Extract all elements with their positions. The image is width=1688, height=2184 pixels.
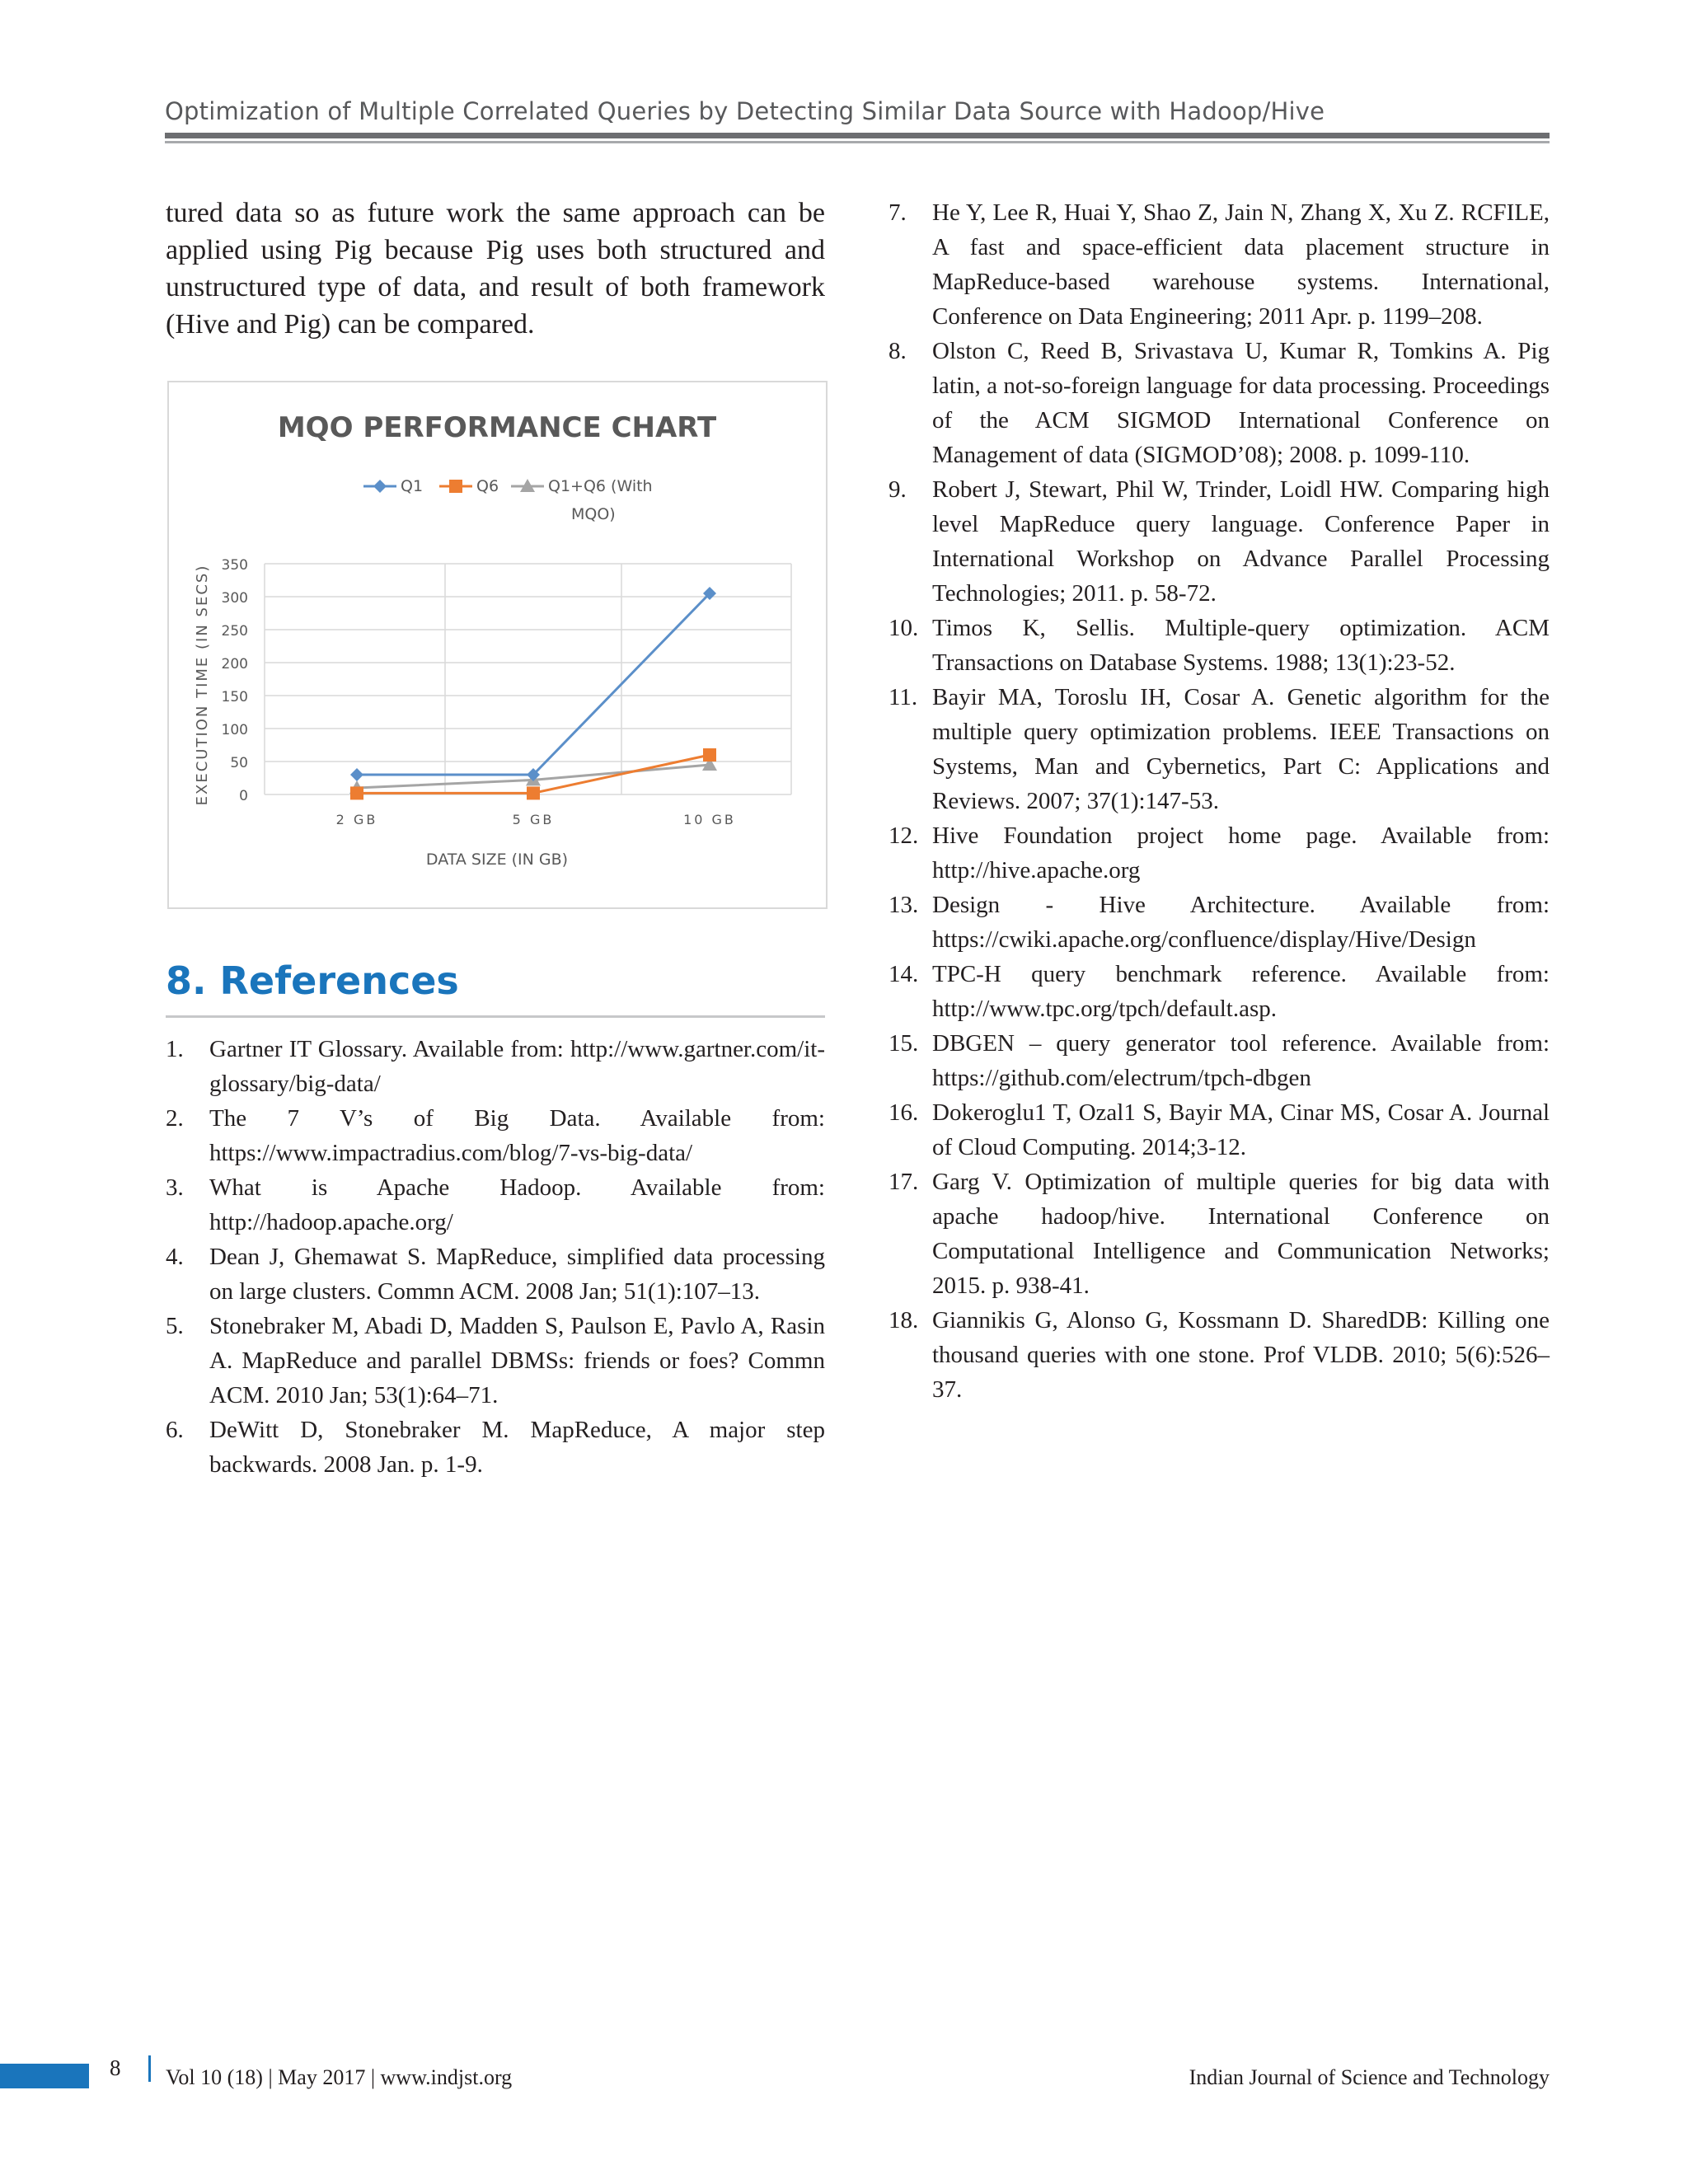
reference-text: Stonebraker M, Abadi D, Madden S, Paulson E, Pavlo A, Rasin A. MapReduce and parallel DBMSs: friends or foes? Commn ACM. 2010 Jan; 53(1):64–71. — [209, 1313, 825, 1408]
reference-number: 3. — [166, 1174, 184, 1201]
reference-number: 17. — [889, 1169, 919, 1195]
footer-journal-name: Indian Journal of Science and Technology — [1189, 2065, 1550, 2089]
chart-legend — [363, 477, 653, 523]
reference-text: Giannikis G, Alonso G, Kossmann D. SharedDB: Killing one thousand queries with one stone. Prof VLDB. 2010; 5(6):526–37. — [932, 1307, 1550, 1403]
x-tick-label: 2 GB — [335, 812, 378, 827]
page-number: 8 — [110, 2055, 121, 2080]
reference-number: 12. — [889, 823, 919, 849]
reference-text: Design - Hive Architecture. Available from: https://cwiki.apache.org/confluence/display/Hive/Design — [932, 892, 1550, 953]
reference-item — [889, 1165, 1550, 1303]
header-rule — [165, 133, 1550, 138]
reference-item — [889, 957, 1550, 1026]
reference-text: Bayir MA, Toroslu IH, Cosar A. Genetic algorithm for the multiple query optimization problems. IEEE Transactions on Systems, Man and Cybernetics, Part C: Applications and Reviews. 2007; 37(1):147-53. — [932, 684, 1550, 814]
reference-text: What is Apache Hadoop. Available from: http://hadoop.apache.org/ — [209, 1174, 825, 1235]
reference-item — [889, 1303, 1550, 1407]
reference-number: 7. — [889, 199, 907, 226]
reference-text: DeWitt D, Stonebraker M. MapReduce, A major step backwards. 2008 Jan. p. 1-9. — [209, 1417, 825, 1478]
reference-text: Robert J, Stewart, Phil W, Trinder, Loidl HW. Comparing high level MapReduce query language. Conference Paper in International Workshop on Advance Parallel Processing Technologies; 2011. p. 58-72. — [932, 476, 1550, 607]
series-line-q1 — [357, 593, 710, 775]
y-tick-label: 350 — [221, 557, 248, 574]
reference-item — [889, 680, 1550, 818]
data-point-square — [703, 748, 716, 762]
reference-number: 6. — [166, 1417, 184, 1443]
y-axis-label: EXECUTION TIME (IN SECS) — [194, 564, 211, 806]
reference-number: 8. — [889, 338, 907, 364]
reference-text: Hive Foundation project home page. Available from: http://hive.apache.org — [932, 823, 1550, 883]
reference-item — [166, 1170, 825, 1240]
reference-item — [889, 818, 1550, 888]
data-point-square — [527, 786, 540, 799]
reference-item — [889, 888, 1550, 957]
reference-item — [889, 611, 1550, 680]
reference-number: 14. — [889, 961, 919, 987]
footer-accent-bar — [0, 2064, 89, 2088]
reference-number: 15. — [889, 1030, 919, 1057]
footer-issue-info: Vol 10 (18) | May 2017 | www.indjst.org — [166, 2065, 513, 2089]
reference-text: Dokeroglu1 T, Ozal1 S, Bayir MA, Cinar MS, Cosar A. Journal of Cloud Computing. 2014;3-12. — [932, 1099, 1550, 1160]
reference-item — [166, 1032, 825, 1101]
reference-text: TPC-H query benchmark reference. Available from: http://www.tpc.org/tpch/default.asp. — [932, 961, 1550, 1022]
reference-item — [889, 334, 1550, 472]
intro-paragraph: tured data so as future work the same approach can be applied using Pig because Pig uses both structured and unstructured type of data, and result of both framework (Hive and Pig) can be compared. — [166, 198, 825, 340]
reference-text: Garg V. Optimization of multiple queries for big data with apache hadoop/hive. International Conference on Computational Intelligence and Communication Networks; 2015. p. 938-41. — [932, 1169, 1550, 1299]
y-tick-label: 200 — [221, 656, 248, 673]
chart-svg — [169, 382, 826, 907]
reference-item — [889, 1026, 1550, 1095]
reference-item — [166, 1413, 825, 1482]
mqo-performance-chart — [167, 381, 828, 909]
y-tick-label: 50 — [230, 755, 248, 771]
reference-text: Timos K, Sellis. Multiple-query optimization. ACM Transactions on Database Systems. 1988; 13(1):23-52. — [932, 615, 1550, 676]
left-column — [166, 194, 825, 343]
chart-series — [349, 587, 717, 799]
running-head: Optimization of Multiple Correlated Queries by Detecting Similar Data Source with Hadoop/Hive — [165, 97, 1325, 125]
data-point-square — [350, 786, 363, 799]
reference-item — [166, 1309, 825, 1413]
data-point-diamond — [350, 768, 363, 781]
legend-label: Q1 — [401, 477, 424, 495]
reference-item — [166, 1101, 825, 1170]
y-tick-label: 250 — [221, 623, 248, 640]
chart-title: MQO PERFORMANCE CHART — [277, 411, 717, 444]
y-axis-ticks — [222, 557, 248, 804]
reference-number: 9. — [889, 476, 907, 503]
reference-number: 13. — [889, 892, 919, 918]
legend-label: MQO) — [571, 505, 616, 523]
references-list-left — [166, 1032, 825, 1482]
reference-item — [889, 472, 1550, 611]
reference-number: 10. — [889, 615, 919, 641]
header-rule-thin — [165, 141, 1550, 143]
x-tick-label: 10 GB — [683, 812, 736, 827]
x-tick-label: 5 GB — [512, 812, 555, 827]
reference-number: 4. — [166, 1244, 184, 1270]
reference-text: Olston C, Reed B, Srivastava U, Kumar R, Tomkins A. Pig latin, a not-so-foreign language for data processing. Proceedings of the ACM SIGMOD International Conference on Management of data (SIGMOD’08); 2008. p. 1099-110. — [932, 338, 1550, 468]
data-point-diamond — [373, 480, 387, 493]
references-heading-rule — [166, 1015, 825, 1018]
x-axis-ticks — [336, 812, 736, 827]
reference-number: 11. — [889, 684, 918, 710]
footer-separator — [148, 2055, 151, 2082]
reference-number: 2. — [166, 1105, 184, 1132]
reference-text: The 7 V’s of Big Data. Available from: https://www.impactradius.com/blog/7-vs-big-data/ — [209, 1105, 825, 1166]
y-tick-label: 150 — [221, 689, 248, 705]
x-axis-label: DATA SIZE (IN GB) — [425, 851, 569, 869]
legend-label: Q1+Q6 (With — [548, 477, 653, 495]
reference-number: 18. — [889, 1307, 919, 1333]
legend-label: Q6 — [476, 477, 499, 495]
references-list-right — [889, 195, 1550, 1407]
reference-item — [889, 1095, 1550, 1165]
reference-item — [166, 1240, 825, 1309]
data-point-square — [449, 480, 462, 493]
reference-item — [889, 195, 1550, 334]
reference-number: 5. — [166, 1313, 184, 1339]
reference-text: Dean J, Ghemawat S. MapReduce, simplified data processing on large clusters. Commn ACM. 2008 Jan; 51(1):107–13. — [209, 1244, 825, 1305]
y-tick-label: 100 — [221, 722, 248, 738]
reference-number: 16. — [889, 1099, 919, 1126]
references-heading: 8. References — [166, 958, 459, 1003]
reference-number: 1. — [166, 1036, 184, 1062]
reference-text: DBGEN – query generator tool reference. Available from: https://github.com/electrum/tpch-dbgen — [932, 1030, 1550, 1091]
reference-text: He Y, Lee R, Huai Y, Shao Z, Jain N, Zhang X, Xu Z. RCFILE, A fast and space-efficient data placement structure in MapReduce-based warehouse systems. International, Conference on Data Engineering; 2011 Apr. p. 1199–208. — [932, 199, 1550, 330]
reference-text: Gartner IT Glossary. Available from: http://www.gartner.com/it-glossary/big-data/ — [209, 1036, 825, 1097]
y-tick-label: 300 — [221, 590, 248, 607]
y-tick-label: 0 — [239, 788, 248, 804]
